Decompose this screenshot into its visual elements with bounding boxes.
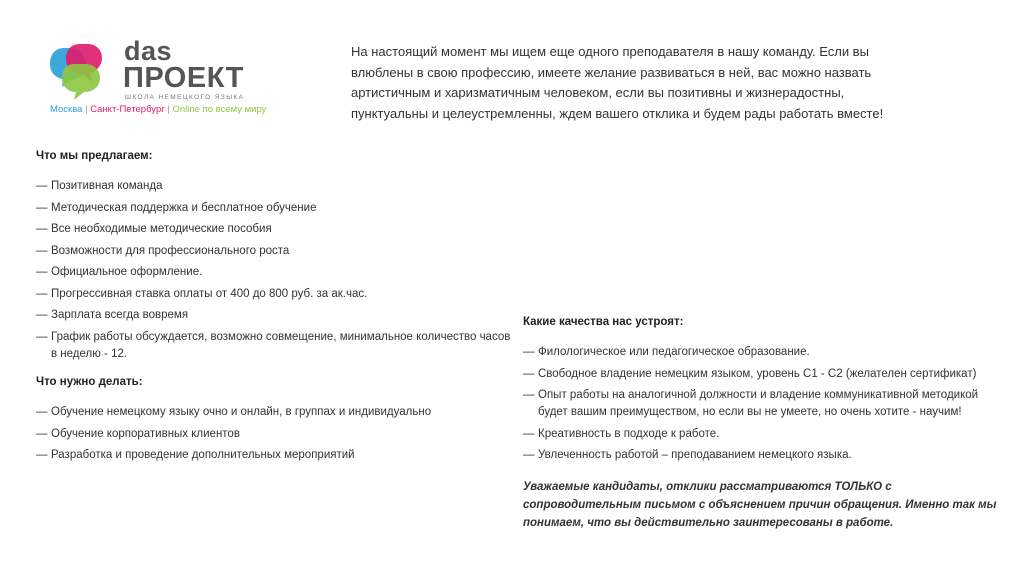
- list-item: [36, 221, 511, 238]
- offer-section-title: Что мы предлагаем:: [36, 150, 153, 162]
- school-logo[interactable]: [50, 36, 267, 122]
- logo-cities: [50, 104, 266, 116]
- list-item-text: Обучение немецкому языку очно и онлайн, в группах и индивидуально: [51, 406, 432, 418]
- list-item: [36, 264, 511, 281]
- logo-school-subtitle: ШКОЛА НЕМЕЦКОГО ЯЗЫКА: [125, 94, 245, 101]
- list-item-text: Позитивная команда: [51, 180, 163, 192]
- list-item: [36, 426, 511, 443]
- qualities-list: [523, 344, 1008, 469]
- logo-das-text: das: [124, 36, 173, 66]
- list-item: [36, 307, 511, 324]
- city-moscow: Москва: [50, 104, 83, 115]
- dash-icon: —: [523, 449, 535, 461]
- qualities-section-title: Какие качества нас устроят:: [523, 316, 684, 328]
- dash-icon: —: [36, 330, 48, 343]
- list-item: [36, 404, 511, 421]
- list-item-text: Зарплата всегда вовремя: [51, 309, 189, 321]
- speech-bubbles-logo-icon: [50, 40, 112, 102]
- dash-icon: —: [36, 266, 48, 278]
- list-item: [36, 200, 511, 217]
- list-item-text: Креативность в подходе к работе.: [538, 427, 720, 440]
- intro-paragraph: На настоящий момент мы ищем еще одного преподавателя в нашу команду. Если вы влюблены в свою профессию, имеете желание развиваться в ней, вас можно назвать артистичным и харизматичным человеком, если вы позитивны и жизнерадостны, пунктуальны и целеустремленны, ждем вашего отклика и будем рады работать вместе!: [351, 44, 884, 121]
- dash-icon: —: [36, 427, 48, 440]
- candidates-note: Уважаемые кандидаты, отклики рассматриваются ТОЛЬКО с сопроводительным письмом с объяснением причин обращения. Именно так мы понимаем, что вы действительно заинтересованы в работе.: [523, 481, 997, 529]
- list-item-text: Официальное оформление.: [51, 266, 203, 278]
- list-item-text: Филологическое или педагогическое образование.: [538, 346, 810, 358]
- todo-list: [36, 404, 511, 469]
- logo-proekt-text: ПРОЕКТ: [123, 62, 244, 94]
- city-spb: Санкт-Петербург: [90, 104, 165, 115]
- dash-icon: —: [36, 406, 48, 418]
- dash-icon: —: [36, 244, 48, 257]
- list-item-text: Методическая поддержка и бесплатное обучение: [51, 201, 317, 214]
- list-item-text: График работы обсуждается, возможно совмещение, минимальное количество часов в неделю - 12.: [51, 330, 511, 360]
- city-separator: |: [85, 104, 88, 115]
- city-online: Online по всему миру: [172, 104, 267, 115]
- offer-list: [36, 178, 511, 367]
- dash-icon: —: [523, 367, 535, 380]
- dash-icon: —: [36, 287, 48, 300]
- list-item: [36, 178, 511, 195]
- todo-section-title: Что нужно делать:: [36, 376, 143, 388]
- list-item-text: Разработка и проведение дополнительных мероприятий: [51, 449, 355, 461]
- list-item: [36, 243, 511, 260]
- list-item: [36, 447, 511, 464]
- list-item-text: Все необходимые методические пособия: [51, 223, 272, 235]
- list-item: [36, 329, 511, 363]
- dash-icon: —: [36, 449, 48, 461]
- dash-icon: —: [36, 223, 48, 235]
- list-item: [523, 447, 1008, 464]
- list-item-text: Возможности для профессионального роста: [51, 244, 290, 257]
- dash-icon: —: [523, 389, 535, 401]
- dash-icon: —: [36, 309, 48, 321]
- list-item-text: Прогрессивная ставка оплаты от 400 до 800 руб. за ак.час.: [51, 287, 368, 300]
- dash-icon: —: [36, 180, 48, 192]
- list-item: [523, 426, 1008, 443]
- list-item-text: Опыт работы на аналогичной должности и владение коммуникативной методикой будет вашим преимуществом, но если вы не умеете, но очень хотите - научим!: [538, 389, 979, 418]
- dash-icon: —: [523, 346, 535, 358]
- list-item-text: Свободное владение немецким языком, уровень С1 - С2 (желателен сертификат): [538, 367, 977, 380]
- list-item-text: Обучение корпоративных клиентов: [51, 427, 240, 440]
- dash-icon: —: [523, 427, 535, 440]
- list-item-text: Увлеченность работой – преподаванием немецкого языка.: [538, 449, 852, 461]
- city-separator: |: [167, 104, 170, 115]
- list-item: [523, 366, 1008, 383]
- list-item: [523, 387, 1008, 421]
- list-item: [523, 344, 1008, 361]
- list-item: [36, 286, 511, 303]
- dash-icon: —: [36, 201, 48, 214]
